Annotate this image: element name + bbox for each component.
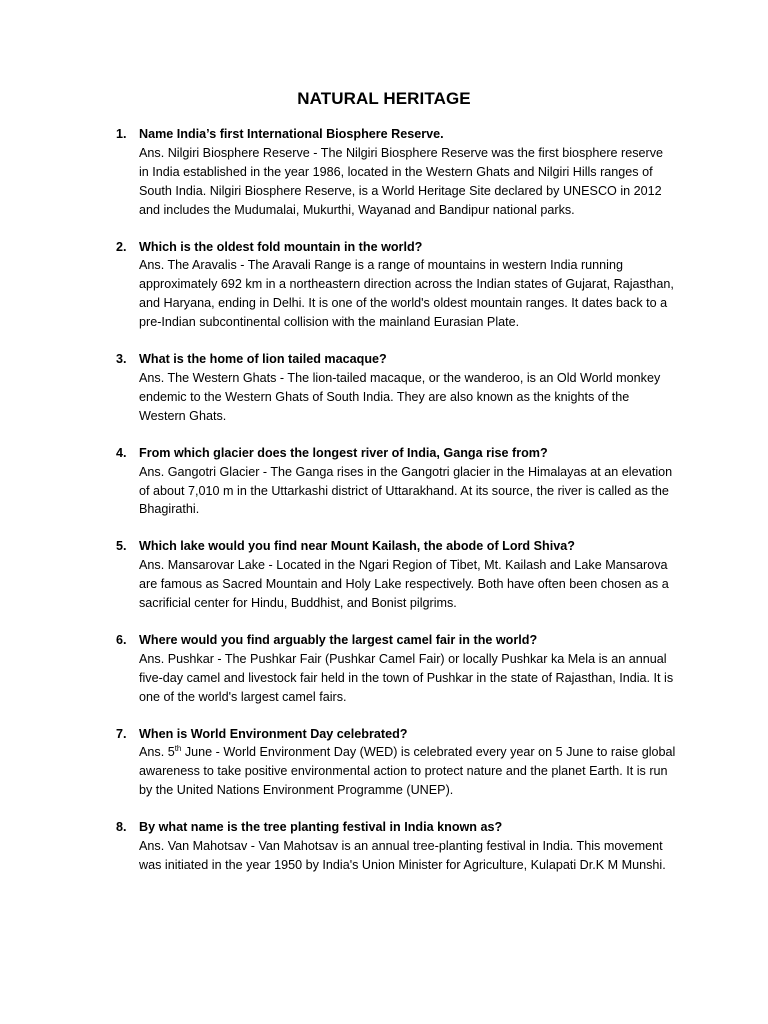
question-body — [139, 818, 676, 875]
question-body — [139, 350, 676, 426]
question-body — [139, 631, 676, 707]
answer-text: Ans. Van Mahotsav - Van Mahotsav is an annual tree-planting festival in India. This movement was initiated in the year 1950 by India's Union Minister for Agriculture, Kulapati Dr.K M Munshi. — [139, 839, 666, 872]
question-item — [116, 725, 676, 801]
question-body — [139, 444, 676, 520]
question-item — [116, 444, 676, 520]
question-item — [116, 818, 676, 875]
question-text: From which glacier does the longest river of India, Ganga rise from? — [139, 445, 548, 460]
answer-text: Ans. The Aravalis - The Aravali Range is a range of mountains in western India running approximately 692 km in a northeastern direction across the Indian states of Gujarat, Rajasthan, and Haryana, ending in Delhi. It is one of the world's oldest mountain ranges. It dates back to a pre-Indian subcontinental collision with the mainland Eurasian Plate. — [139, 258, 674, 330]
question-text: Name India’s first International Biosphere Reserve. — [139, 127, 444, 141]
question-list — [116, 125, 676, 893]
document-title: NATURAL HERITAGE — [297, 89, 471, 108]
question-number: 5. — [116, 539, 127, 554]
question-body — [139, 725, 676, 801]
question-text: By what name is the tree planting festival in India known as? — [139, 820, 503, 835]
question-item — [116, 125, 676, 220]
question-text: When is World Environment Day celebrated? — [139, 726, 408, 741]
question-text: Where would you find arguably the largest camel fair in the world? — [139, 632, 538, 647]
question-item — [116, 631, 676, 707]
question-text: What is the home of lion tailed macaque? — [139, 352, 387, 367]
answer-text: June - World Environment Day (WED) is celebrated every year on 5 June to raise global awareness to take positive environmental action to protect nature and the planet Earth. It is run by the United Nations Environment Programme (UNEP). — [139, 745, 676, 798]
answer-text-container — [139, 743, 676, 800]
answer-text: Ans. Mansarovar Lake - Located in the Ngari Region of Tibet, Mt. Kailash and Lake Mansarova are famous as Sacred Mountain and Holy Lake respectively. Both have often been chosen as a sacrificial center for Hindu, Buddhist, and Bonist pilgrims. — [139, 558, 669, 611]
question-number: 7. — [116, 726, 127, 741]
question-item — [116, 537, 676, 613]
question-body — [139, 238, 676, 333]
answer-text: Ans. Nilgiri Biosphere Reserve - The Nilgiri Biosphere Reserve was the first biosphere reserve in India established in the year 1986, located in the Western Ghats and Nilgiri Hills ranges of South India. Nilgiri Biosphere Reserve, is a World Heritage Site declared by UNESCO in 2012 and includes the Mudumalai, Mukurthi, Wayanad and Bandipur national parks. — [139, 145, 664, 217]
question-number: 8. — [116, 820, 127, 835]
question-number: 4. — [116, 445, 127, 460]
question-text: Which lake would you find near Mount Kailash, the abode of Lord Shiva? — [139, 539, 575, 554]
question-item — [116, 238, 676, 333]
answer-text: Ans. The Western Ghats - The lion-tailed macaque, or the wanderoo, is an Old World monkey endemic to the Western Ghats of South India. They are also known as the knights of the Western Ghats. — [139, 370, 661, 423]
question-number: 6. — [116, 632, 127, 647]
question-number: 2. — [116, 239, 127, 254]
answer-text: Ans. Gangotri Glacier - The Ganga rises in the Gangotri glacier in the Himalayas at an elevation of about 7,010 m in the Uttarkashi district of Uttarakhand. At its source, the river is called as the Bhagirathi. — [139, 464, 673, 517]
answer-prefix: Ans. 5 — [139, 745, 175, 760]
question-number: 3. — [116, 352, 127, 367]
question-item — [116, 350, 676, 426]
answer-superscript: th — [174, 744, 182, 754]
question-body — [139, 125, 676, 220]
question-body — [139, 537, 676, 613]
question-text: Which is the oldest fold mountain in the world? — [139, 239, 423, 254]
answer-text: Ans. Pushkar - The Pushkar Fair (Pushkar Camel Fair) or locally Pushkar ka Mela is an annual five-day camel and livestock fair held in the town of Pushkar in the state of Rajasthan, India. It is one of the world's largest camel fairs. — [139, 651, 674, 704]
question-number: 1. — [116, 127, 127, 141]
